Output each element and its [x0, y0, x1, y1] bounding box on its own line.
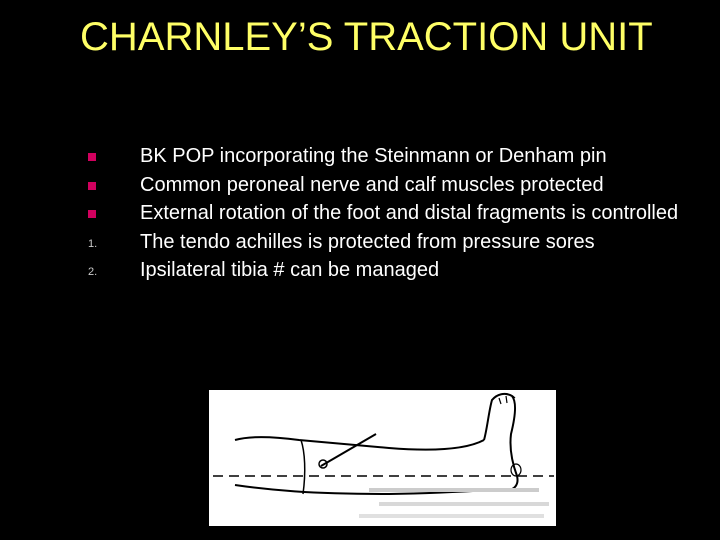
list-item [88, 171, 698, 200]
list-item [88, 256, 698, 285]
slide-title: CHARNLEY’S TRACTION UNIT [80, 15, 653, 59]
list-item [88, 142, 698, 171]
list-item [88, 228, 698, 257]
square-bullet-icon [88, 210, 96, 218]
leg-cast-drawing [209, 390, 556, 526]
list-number: 1. [88, 237, 98, 250]
list-item-text: Ipsilateral tibia # can be managed [140, 259, 440, 281]
list-item-text: The tendo achilles is protected from pressure sores [140, 230, 595, 253]
list-item-text: BK POP incorporating the Steinmann or Denham pin [140, 145, 607, 167]
list-item-text: Common peroneal nerve and calf muscles protected [140, 173, 604, 196]
square-bullet-icon [88, 153, 96, 161]
bullet-list [88, 142, 698, 285]
list-item-text: External rotation of the foot and distal fragments is controlled [140, 202, 679, 224]
list-item [88, 199, 698, 228]
square-bullet-icon [88, 182, 96, 190]
list-number: 2. [88, 266, 98, 278]
leg-traction-illustration [209, 390, 556, 526]
